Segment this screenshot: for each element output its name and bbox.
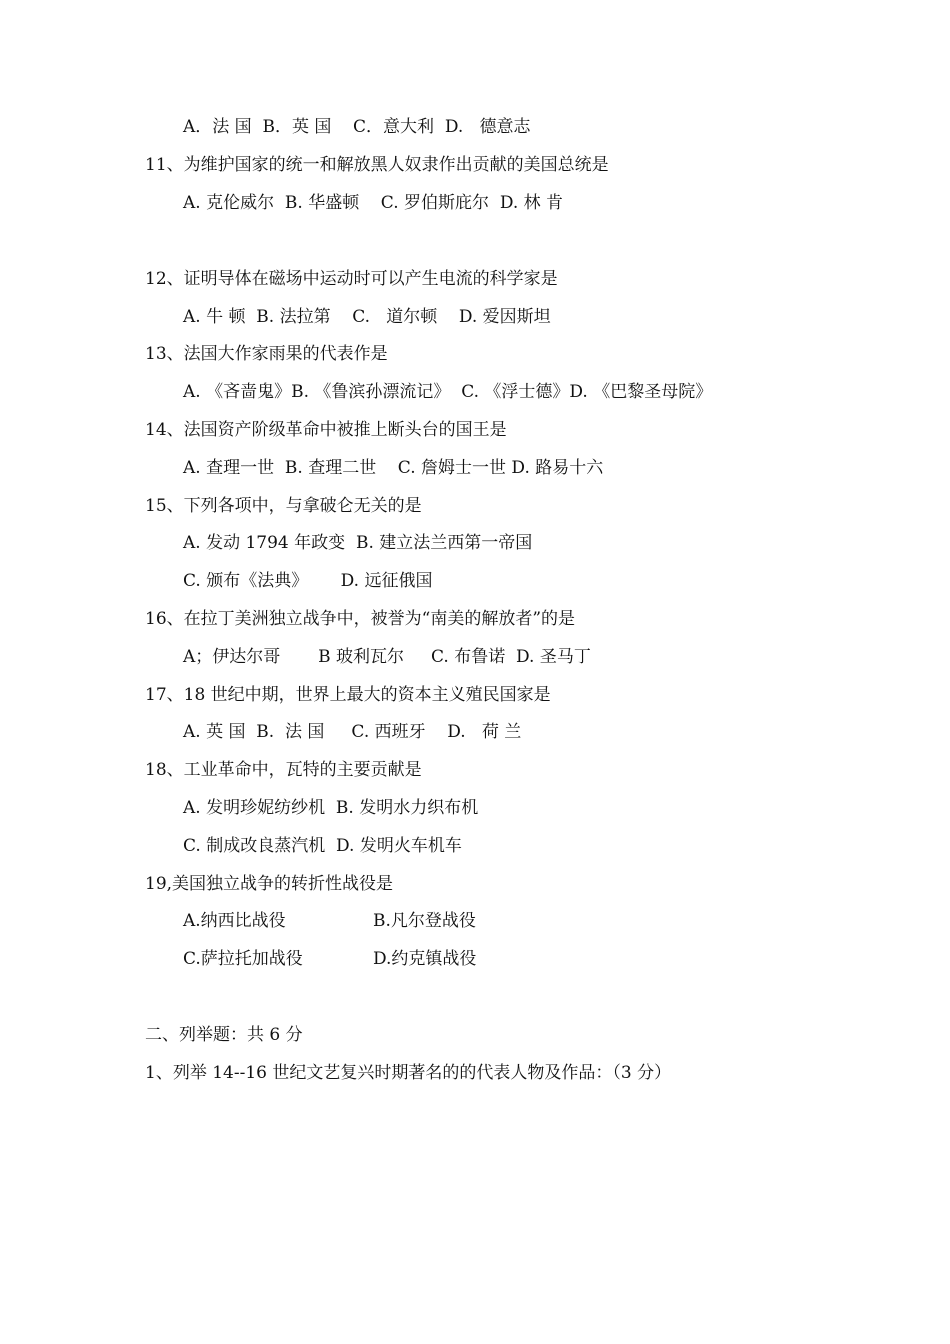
q14-question: 14、法国资产阶级革命中被推上断头台的国王是: [145, 420, 507, 440]
q19-option-c: C.萨拉托加战役: [183, 949, 303, 969]
q11-question: 11、为维护国家的统一和解放黑人奴隶作出贡献的美国总统是: [145, 155, 609, 175]
q18-question: 18、工业革命中，瓦特的主要贡献是: [145, 760, 422, 780]
q19-option-a: A.纳西比战役: [183, 911, 286, 931]
q19-option-d: D.约克镇战役: [373, 949, 477, 969]
q17-question: 17、18 世纪中期，世界上最大的资本主义殖民国家是: [145, 685, 551, 705]
q14-options: A. 查理一世 B. 查理二世 C. 詹姆士一世 D. 路易十六: [183, 458, 604, 478]
q19-option-b: B.凡尔登战役: [373, 911, 476, 931]
q11-options: A. 克伦威尔 B. 华盛顿 C. 罗伯斯庇尔 D. 林 肯: [183, 193, 564, 213]
q16-question: 16、在拉丁美洲独立战争中，被誉为“南美的解放者”的是: [145, 609, 576, 629]
q18-options-a: A. 发明珍妮纺纱机 B. 发明水力织布机: [183, 798, 479, 818]
q12-options: A. 牛 顿 B. 法拉第 C. 道尔顿 D. 爱因斯坦: [183, 307, 551, 327]
q15-question: 15、下列各项中，与拿破仑无关的是: [145, 496, 422, 516]
section-2-question-1: 1、列举 14--16 世纪文艺复兴时期著名的的代表人物及作品：（3 分）: [145, 1063, 672, 1083]
q19-question: 19,美国独立战争的转折性战役是: [145, 874, 394, 894]
q13-options: A. 《吝啬鬼》B. 《鲁滨孙漂流记》 C. 《浮士德》D. 《巴黎圣母院》: [183, 382, 713, 402]
q16-options: A；伊达尔哥 B 玻利瓦尔 C. 布鲁诺 D. 圣马丁: [183, 647, 591, 667]
q10-options: A．法 国 B．英 国 C．意大利 D. 德意志: [183, 117, 531, 137]
q15-options-b: C. 颁布《法典》 D. 远征俄国: [183, 571, 433, 591]
section-2-heading: 二、列举题：共 6 分: [145, 1025, 303, 1045]
q15-options-a: A. 发动 1794 年政变 B. 建立法兰西第一帝国: [183, 533, 533, 553]
q17-options: A. 英 国 B. 法 国 C. 西班牙 D. 荷 兰: [183, 722, 522, 742]
q18-options-b: C. 制成改良蒸汽机 D. 发明火车机车: [183, 836, 462, 856]
q13-question: 13、法国大作家雨果的代表作是: [145, 344, 388, 364]
q12-question: 12、证明导体在磁场中运动时可以产生电流的科学家是: [145, 269, 558, 289]
